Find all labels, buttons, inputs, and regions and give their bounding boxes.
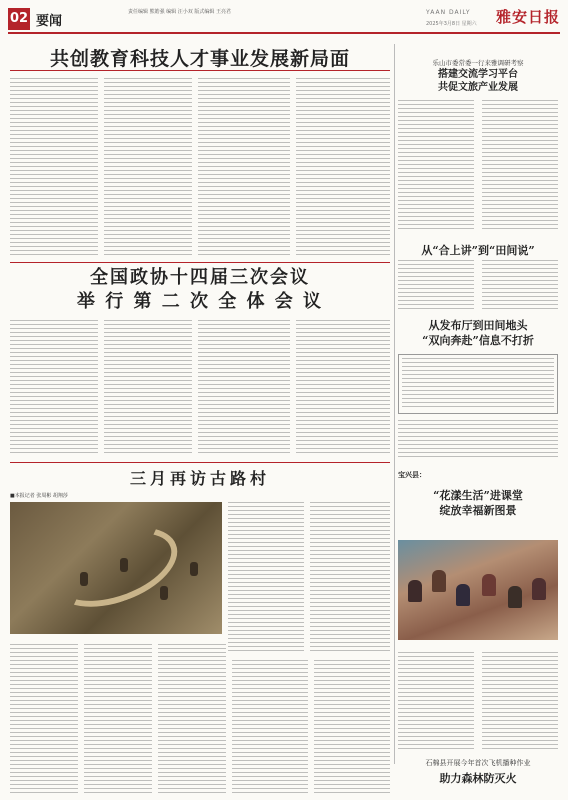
article-column (10, 78, 98, 258)
article-column (482, 260, 558, 310)
article-column (482, 100, 558, 232)
headline-rule (10, 70, 390, 71)
article-column (314, 660, 390, 794)
right-title-4-line-1: “花漾生活”进课堂 (433, 489, 523, 502)
right-title-3-line-1: 从发布厅到田间地头 (428, 319, 528, 332)
article-column (398, 652, 474, 752)
right-title-4 (398, 488, 558, 518)
headline-mid-line-1: 全国政协十四届三次会议 (90, 267, 310, 288)
section-rule (10, 462, 390, 463)
right-title-1-line-1: 搭建交流学习平台 (438, 69, 518, 80)
headline-main: 共创教育科技人才事业发展新局面 (49, 48, 350, 70)
article-column (310, 502, 390, 652)
right-title-2: 从“合上讲”到“田间说” (421, 244, 535, 257)
right-tag: 宝兴县： (398, 471, 426, 479)
right-title-1-line-2: 共促文旅产业发展 (438, 82, 518, 93)
article-column (398, 100, 474, 232)
section-name: 要闻 (36, 14, 63, 29)
article-column (198, 78, 290, 258)
article-column (158, 644, 226, 794)
article-column (482, 652, 558, 752)
article-column (296, 320, 390, 456)
article-column (104, 320, 192, 456)
editor-info (128, 8, 231, 17)
issue-date: 2025年3月8日 星期六 (426, 21, 477, 27)
right-title-1 (398, 68, 558, 94)
right-kicker-5: 石棉县开展今年首次飞机播种作业 (425, 759, 531, 767)
article-column (228, 502, 304, 652)
right-title-4-line-2: 绽放幸福新图景 (439, 504, 517, 517)
right-title-5: 助力森林防灭火 (439, 772, 517, 785)
paper-english-name: YAAN DAILY (426, 9, 471, 16)
right-title-3 (398, 318, 558, 348)
editor-line: 责任编辑 熊皓强 编辑 汪小双 版式编辑 王亮君 (128, 9, 231, 15)
paper-logo: 雅安日报 (495, 8, 560, 26)
mountain-road-photo (10, 502, 222, 634)
headline-mid-line-2: 举 行 第 二 次 全 体 会 议 (76, 291, 324, 312)
article-column (10, 644, 78, 794)
article-column (232, 660, 308, 794)
article-column (10, 320, 98, 456)
article-column (296, 78, 390, 258)
section-rule (10, 262, 390, 263)
article-column (402, 358, 554, 410)
page-number: 02 (8, 8, 30, 30)
article-column (398, 260, 474, 310)
column-divider (394, 44, 395, 764)
byline-roads: ■本报记者 张周彬 胡翔莎 (10, 493, 68, 499)
right-kicker-1: 乐山市委常委一行来雅调研考察 (432, 59, 524, 67)
headline-mid (10, 266, 390, 314)
article-column (84, 644, 152, 794)
article-column (398, 420, 558, 460)
class-photo (398, 540, 558, 640)
masthead (8, 6, 560, 34)
article-column (198, 320, 290, 456)
headline-roads: 三月再访古路村 (129, 469, 270, 488)
article-column (104, 78, 192, 258)
right-title-3-line-2: “双向奔赴”信息不打折 (422, 334, 534, 347)
